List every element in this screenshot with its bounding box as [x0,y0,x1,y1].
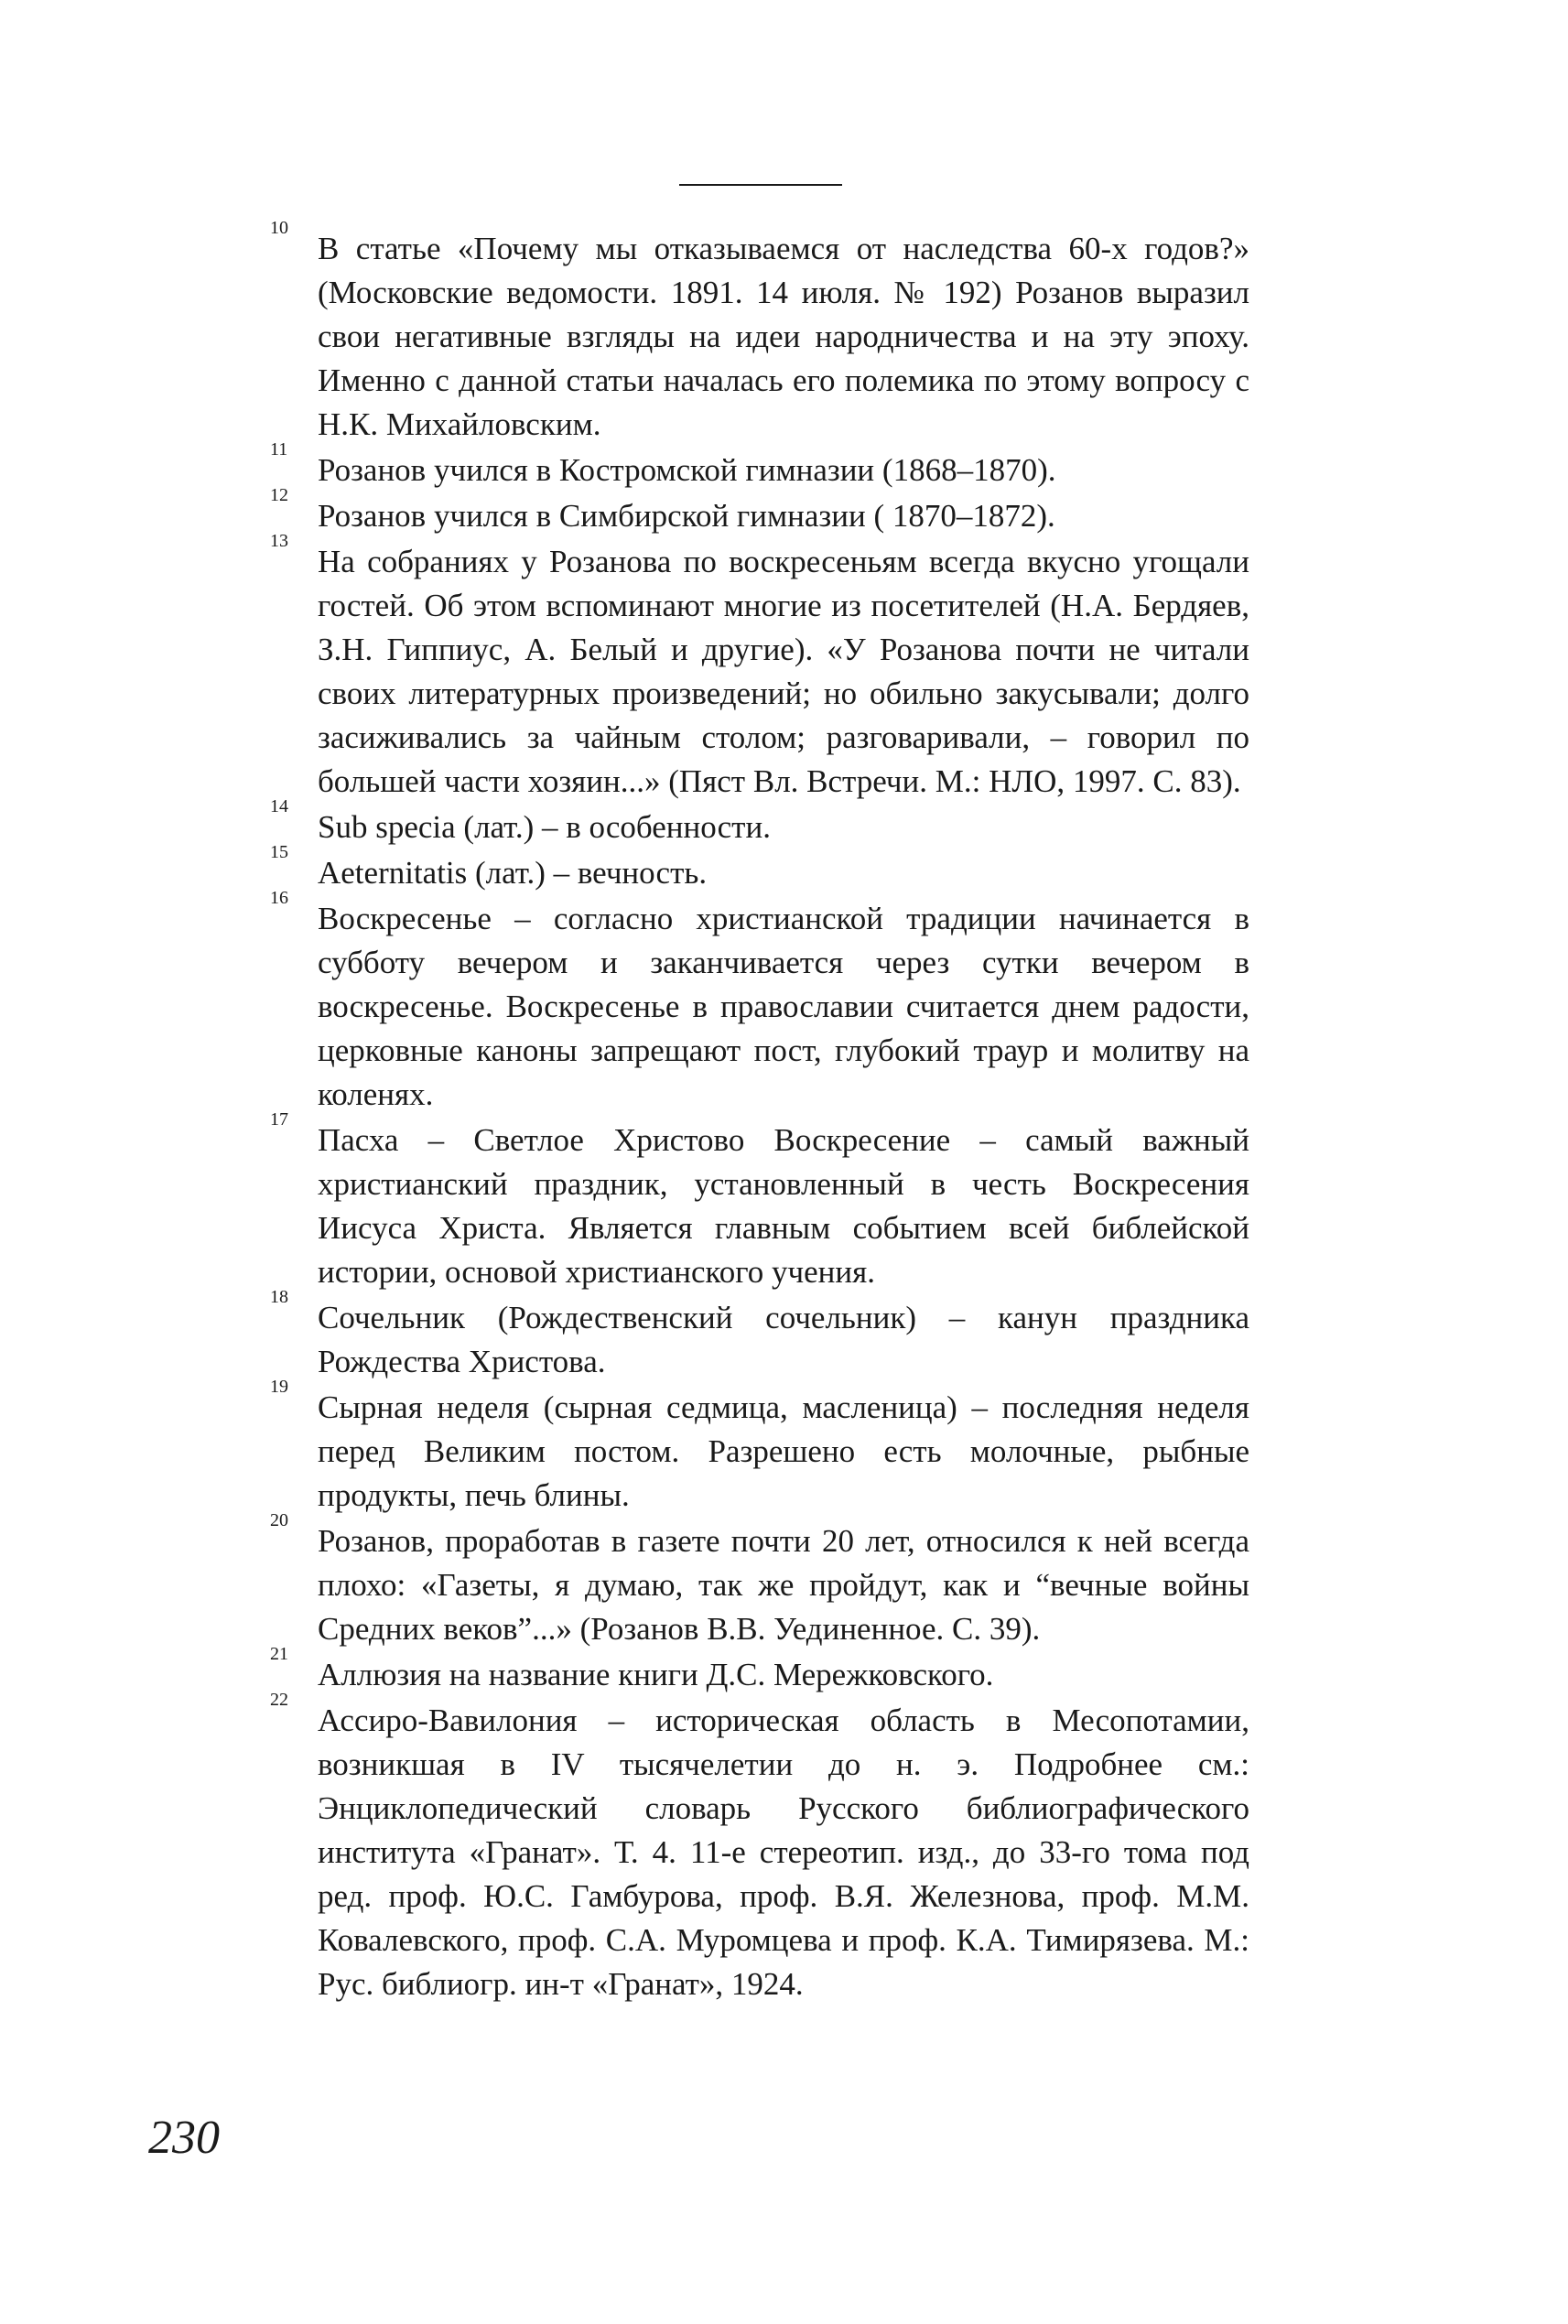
footnote-text: Розанов учился в Симбирской гимназии ( 1870–1872). [318,498,1055,534]
footnote-number: 10 [270,218,288,238]
footnote [270,1644,1249,1697]
page-number: 230 [148,2112,220,2164]
footnote [270,531,1249,804]
footnote-text: Ассиро-Вавилония – историческая область в Месопотамии, возникшая в IV тысячелетии до н. э. Подробнее см.: Энциклопедический словарь Русского библиографического института «Гранат». Т. 4. 11-е стереотип. изд., до 33-го тома под ред. проф. Ю.С. Гамбурова, проф. В.Я. Железнова, проф. М.М. Ковалевского, проф. С.А. Муромцева и проф. К.А. Тимирязева. М.: Рус. библиогр. ин-т «Гранат», 1924. [318,1702,1249,2002]
footnote [270,796,1249,849]
footnote-number: 20 [270,1510,288,1530]
footnote [270,439,1249,492]
footnote-text: Сочельник (Рождественский сочельник) – канун праздника Рождества Христова. [318,1300,1249,1379]
footnote-number: 12 [270,485,288,505]
footnote-number: 11 [270,439,288,459]
footnote [270,485,1249,538]
footnote-text: Сырная неделя (сырная седмица, масленица) – последняя неделя перед Великим постом. Разрешено есть молочные, рыбные продукты, печь блины. [318,1389,1249,1513]
footnote-number: 13 [270,531,288,551]
footnote-number: 22 [270,1690,288,1710]
footnote-number: 19 [270,1377,288,1397]
footnote-text: Sub specia (лат.) – в особенности. [318,809,771,845]
footnote-number: 21 [270,1644,288,1664]
footnotes-list [270,218,1249,2008]
footnote-number: 17 [270,1109,288,1130]
footnote-number: 18 [270,1287,288,1307]
footnote-number: 15 [270,842,288,862]
footnote-text: Воскресенье – согласно христианской традиции начинается в субботу вечером и заканчивается через сутки вечером в воскресенье. Воскресенье в православии считается днем радости, церковные каноны запрещают пост, глубокий траур и молитву на коленях. [318,901,1249,1112]
footnote [270,1109,1249,1294]
footnote [270,1690,1249,2006]
footnote-separator [679,184,842,186]
footnote [270,1510,1249,1651]
footnote-number: 14 [270,796,288,816]
footnote [270,1287,1249,1384]
footnote [270,842,1249,895]
footnote-text: Аллюзия на название книги Д.С. Мережковского. [318,1657,994,1692]
footnote-text: Розанов учился в Костромской гимназии (1868–1870). [318,452,1056,488]
footnote [270,218,1249,447]
footnote-number: 16 [270,888,288,908]
footnote [270,888,1249,1117]
footnote-text: Розанов, проработав в газете почти 20 лет, относился к ней всегда плохо: «Газеты, я думаю, так же пройдут, как и “вечные войны Средних веков”...» (Розанов В.В. Уединенное. С. 39). [318,1523,1249,1647]
footnote-text: Aeternitatis (лат.) – вечность. [318,855,708,891]
footnote [270,1377,1249,1518]
footnote-text: На собраниях у Розанова по воскресеньям всегда вкусно угощали гостей. Об этом вспоминают многие из посетителей (Н.А. Бердяев, З.Н. Гиппиус, А. Белый и другие). «У Розанова почти не читали своих литературных произведений; но обильно закусывали; долго засиживались за чайным столом; разговаривали, – говорил по большей части хозяин...» (Пяст Вл. Встречи. М.: НЛО, 1997. С. 83). [318,544,1249,799]
footnote-text: В статье «Почему мы отказываемся от наследства 60-х годов?» (Московские ведомости. 1891. 14 июля. № 192) Розанов выразил свои негативные взгляды на идеи народничества и на эту эпоху. Именно с данной статьи началась его полемика по этому вопросу с Н.К. Михайловским. [318,231,1249,442]
footnote-text: Пасха – Светлое Христово Воскресение – самый важный христианский праздник, установленный в честь Воскресения Иисуса Христа. Является главным событием всей библейской истории, основой христианского учения. [318,1122,1249,1290]
